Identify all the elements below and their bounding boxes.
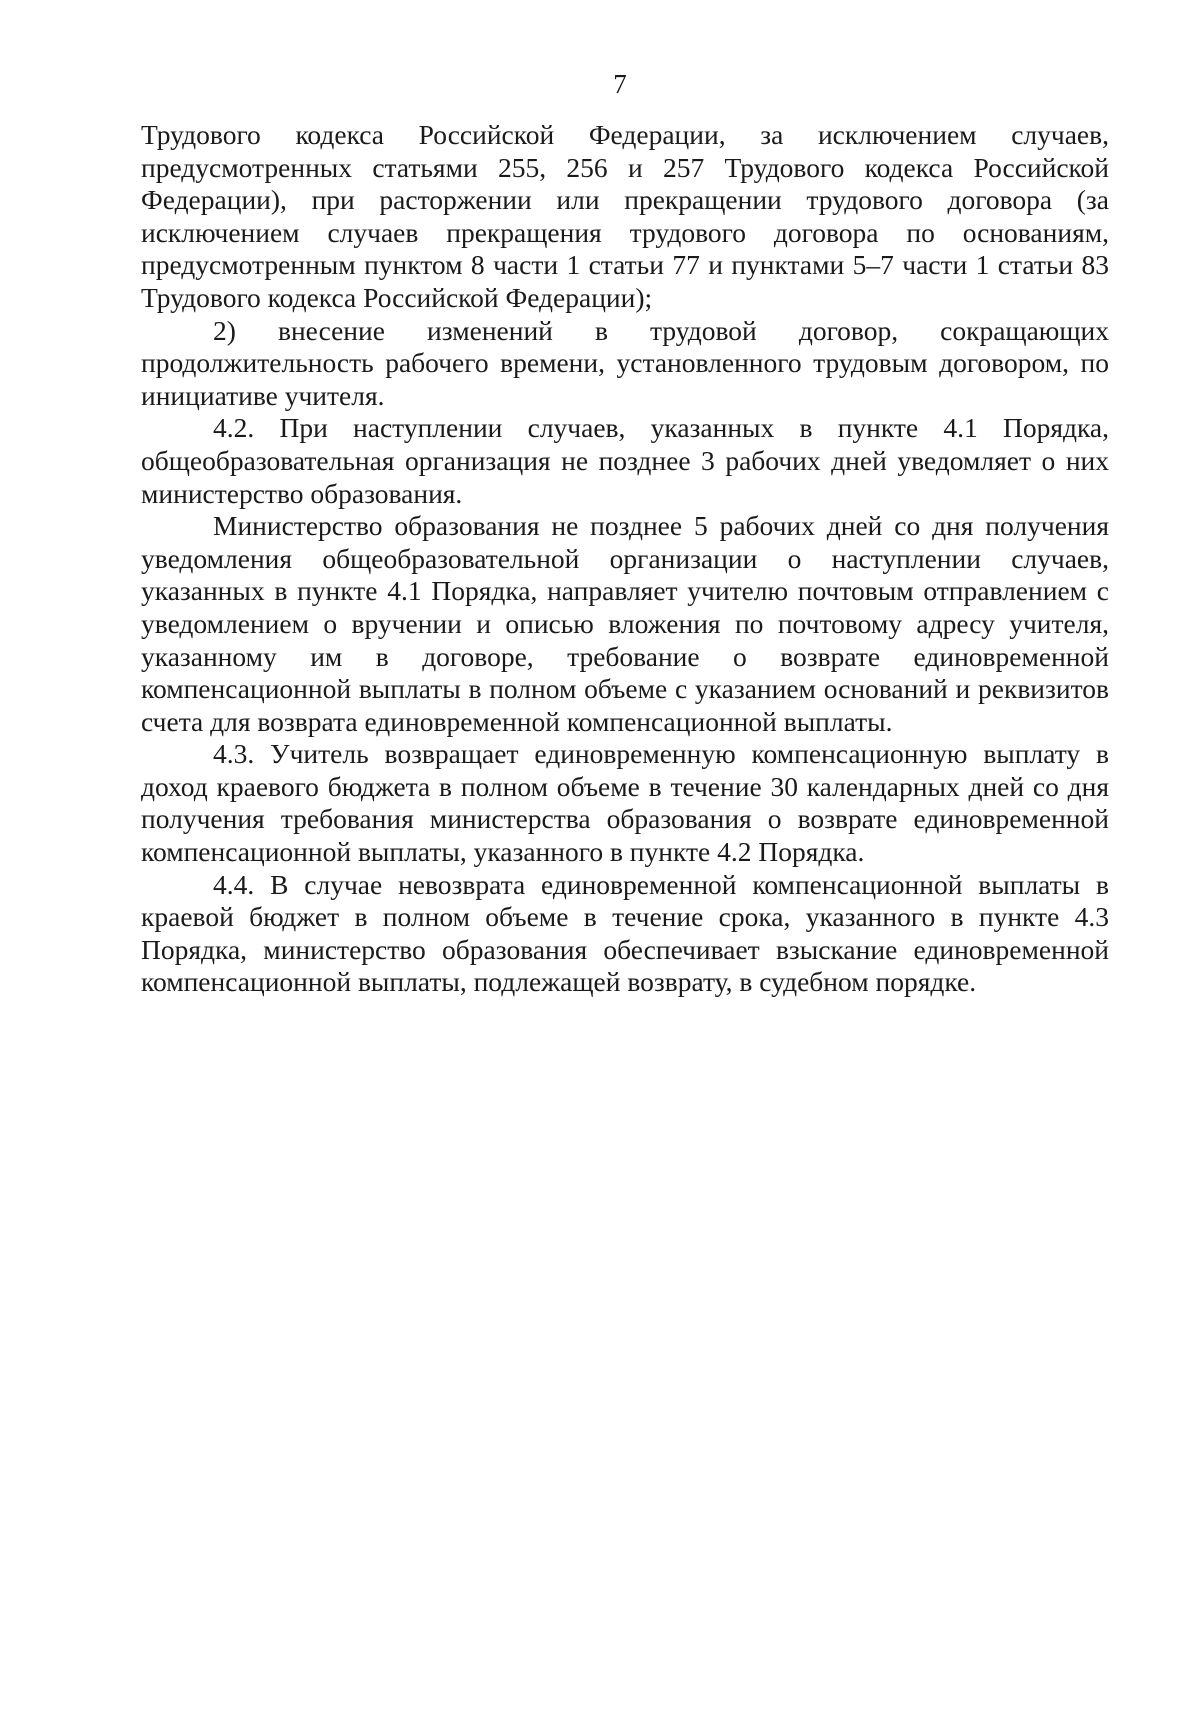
document-body (141, 119, 1109, 999)
paragraph-4-2: 4.2. При наступлении случаев, указанных в пункте 4.1 Порядка, общеобразовательная организация не позднее 3 рабочих дней уведомляет о них министерство образования. (141, 412, 1109, 509)
page-number: 7 (613, 69, 627, 99)
paragraph-item-2: 2) внесение изменений в трудовой договор, сокращающих продолжительность рабочего времени, установленного трудовым договором, по инициативе учителя. (141, 314, 1109, 411)
paragraph-4-4: 4.4. В случае невозврата единовременной компенсационной выплаты в краевой бюджет в полном объеме в течение срока, указанного в пункте 4.3 Порядка, министерство образования обеспечивает взыскание единовременной компенсационной выплаты, подлежащей возврату, в судебном порядке. (141, 868, 1109, 998)
paragraph-ministry-notice: Министерство образования не позднее 5 рабочих дней со дня получения уведомления общеобразовательной организации о наступлении случаев, указанных в пункте 4.1 Порядка, направляет учителю почтовым отправлением с уведомлением о вручении и описью вложения по почтовому адресу учителя, указанному им в договоре, требование о возврате единовременной компенсационной выплаты в полном объеме с указанием оснований и реквизитов счета для возврата единовременной компенсационной выплаты. (141, 510, 1109, 737)
paragraph-4-3: 4.3. Учитель возвращает единовременную компенсационную выплату в доход краевого бюджета в полном объеме в течение 30 календарных дней со дня получения требования министерства образования о возврате единовременной компенсационной выплаты, указанного в пункте 4.2 Порядка. (141, 738, 1109, 868)
paragraph-continuation: Трудового кодекса Российской Федерации, за исключением случаев, предусмотренных статьями 255, 256 и 257 Трудового кодекса Российской Федерации), при расторжении или прекращении трудового договора (за исключением случаев прекращения трудового договора по основаниям, предусмотренным пунктом 8 части 1 статьи 77 и пунктами 5–7 части 1 статьи 83 Трудового кодекса Российской Федерации); (141, 119, 1109, 313)
